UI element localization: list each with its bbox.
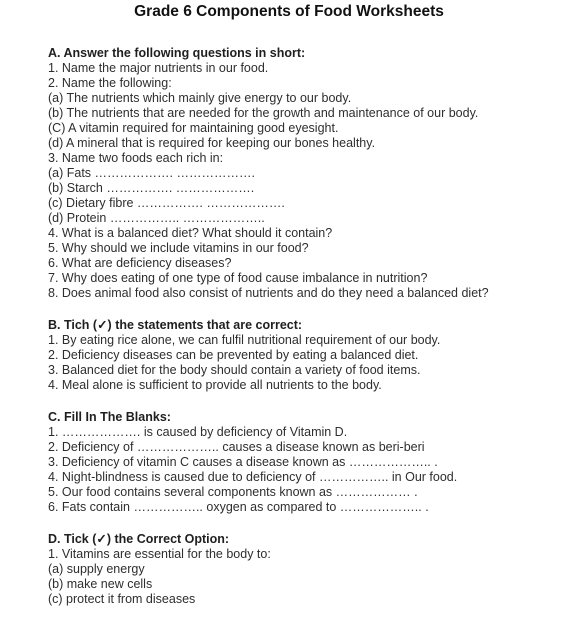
question-line: (a) The nutrients which mainly give energy to our body. [48, 91, 352, 105]
section-d-heading: D. Tick (✓) the Correct Option: [48, 532, 230, 546]
question-line: (b) The nutrients that are needed for the growth and maintenance of our body. [48, 106, 479, 120]
section-d [48, 532, 573, 607]
section-b-heading: B. Tich (✓) the statements that are correct: [48, 318, 303, 332]
question-line: 8. Does animal food also consist of nutrients and do they need a balanced diet? [48, 286, 489, 300]
question-line: (d) A mineral that is required for keeping our bones healthy. [48, 136, 376, 150]
option-line: (c) protect it from diseases [48, 592, 196, 606]
question-line: (d) Protein …………….. ……………….. [48, 211, 265, 225]
question-line: 4. What is a balanced diet? What should it contain? [48, 226, 333, 240]
section-a-heading: A. Answer the following questions in short: [48, 46, 306, 60]
question-line: 7. Why does eating of one type of food cause imbalance in nutrition? [48, 271, 428, 285]
statement-line: 2. Deficiency diseases can be prevented by eating a balanced diet. [48, 348, 419, 362]
statement-line: 1. By eating rice alone, we can fulfil nutritional requirement of our body. [48, 333, 441, 347]
blank-line: 3. Deficiency of vitamin C causes a disease known as ……………….. . [48, 455, 438, 469]
option-line: (a) supply energy [48, 562, 145, 576]
blank-line: 1. ………………. is caused by deficiency of Vitamin D. [48, 425, 348, 439]
question-line: (c) Dietary fibre ……………. ………………. [48, 196, 285, 210]
blank-line: 4. Night-blindness is caused due to deficiency of …………….. in Our food. [48, 470, 458, 484]
question-line: 1. Name the major nutrients in our food. [48, 61, 269, 75]
worksheet-content [48, 46, 573, 624]
section-a [48, 46, 573, 301]
question-line: 2. Name the following: [48, 76, 172, 90]
question-line: 5. Why should we include vitamins in our food? [48, 241, 309, 255]
question-line: 3. Name two foods each rich in: [48, 151, 224, 165]
section-c-heading: C. Fill In The Blanks: [48, 410, 171, 424]
question-line: (a) Fats ………………. ………………. [48, 166, 255, 180]
blank-line: 6. Fats contain …………….. oxygen as compared to ……………….. . [48, 500, 429, 514]
blank-line: 5. Our food contains several components known as ……………… . [48, 485, 418, 499]
question-line: (b) Starch ……………. ………………. [48, 181, 255, 195]
question-line: (C) A vitamin required for maintaining good eyesight. [48, 121, 339, 135]
option-line: (b) make new cells [48, 577, 153, 591]
page-title: Grade 6 Components of Food Worksheets [134, 3, 444, 20]
section-b [48, 318, 573, 393]
blank-line: 2. Deficiency of ……………….. causes a disease known as beri-beri [48, 440, 425, 454]
question-line: 6. What are deficiency diseases? [48, 256, 232, 270]
option-line: 1. Vitamins are essential for the body to: [48, 547, 271, 561]
statement-line: 4. Meal alone is sufficient to provide all nutrients to the body. [48, 378, 382, 392]
section-c [48, 410, 573, 515]
statement-line: 3. Balanced diet for the body should contain a variety of food items. [48, 363, 421, 377]
